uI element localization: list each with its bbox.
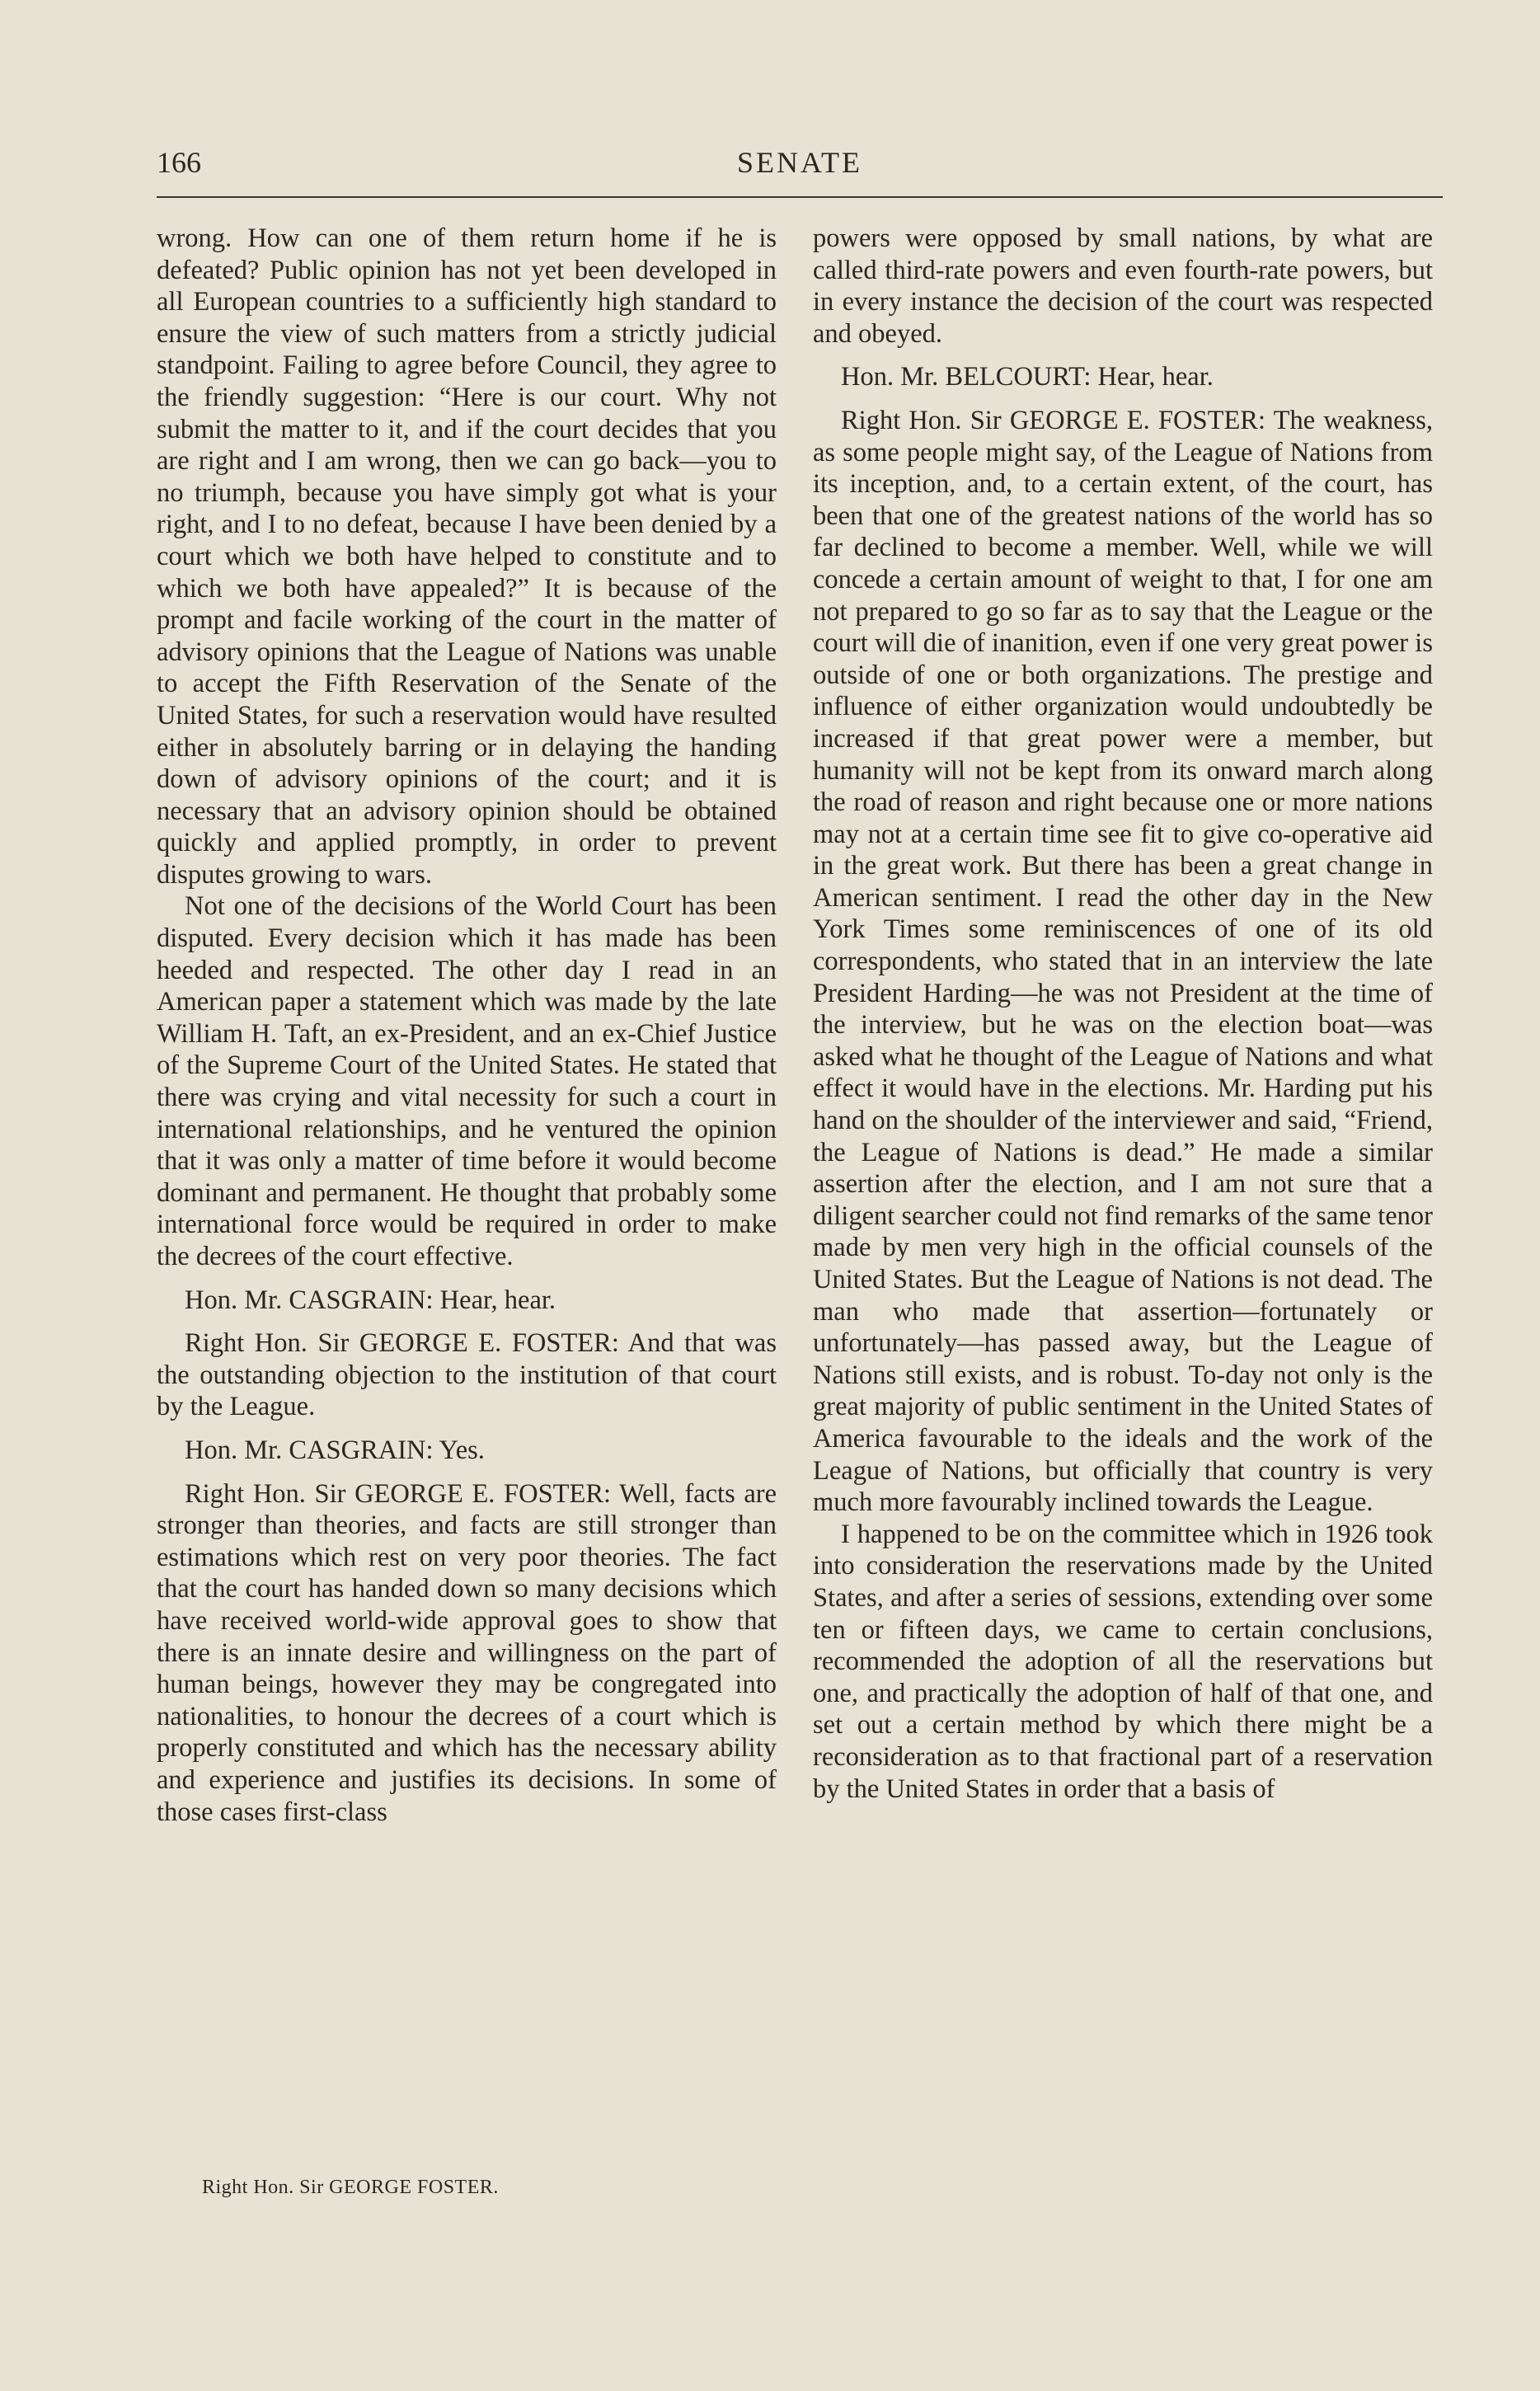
footer-speaker-catchline: Right Hon. Sir GEORGE FOSTER. <box>202 2177 499 2198</box>
header-rule <box>157 196 1443 198</box>
page-number: 166 <box>157 146 201 179</box>
page-header <box>157 142 1443 183</box>
paragraph: Not one of the decisions of the World Court has been disputed. Every decision which it has made has been heeded and respected. The other day I read in an American paper a statement which was made by the late William H. Taft, an ex-President, and an ex-Chief Justice of the Supreme Court of the United States. He stated that there was crying and vital necessity for such a court in international relationships, and he ventured the opinion that it was only a matter of time before it would become dominant and permanent. He thought that probably some international force would be required in order to make the decrees of the court effective. <box>157 891 777 1271</box>
left-column <box>157 223 777 1828</box>
paragraph: I happened to be on the committee which in 1926 took into consideration the reservations made by the United States, and after a series of sessions, extending over some ten or fifteen days, we came to certain conclusions, recommended the adoption of all the reservations but one, and practically the adoption of half of that one, and set out a certain method by which there might be a reconsideration as to that fractional part of a reservation by the United States in order that a basis of <box>813 1519 1433 1804</box>
speaker-interjection: Hon. Mr. CASGRAIN: Hear, hear. <box>185 1285 556 1315</box>
paragraph: Right Hon. Sir GEORGE E. FOSTER: Well, facts are stronger than theories, and facts are still stronger than estimations which rest on very poor theories. The fact that the court has handed down so many decisions which have received world-wide approval goes to show that there is an innate desire and willingness on the part of human beings, however they may be congregated into nationalities, to honour the decrees of a court which is properly constituted and which has the necessary ability and experience and justifies its decisions. In some of those cases first-class <box>157 1478 777 1827</box>
paragraph: wrong. How can one of them return home if he is defeated? Public opinion has not yet been developed in all European countries to a sufficiently high standard to ensure the view of such matters from a strictly judicial standpoint. Failing to agree before Council, they agree to the friendly suggestion: “Here is our court. Why not submit the matter to it, and if the court decides that you are right and I am wrong, then we can go back—you to no triumph, because you have simply got what is your right, and I to no defeat, because I have been denied by a court which we both have helped to constitute and to which we both have appealed?” It is because of the prompt and facile working of the court in the matter of advisory opinions that the League of Nations was unable to accept the Fifth Reservation of the Senate of the United States, for such a reservation would have resulted either in absolutely barring or in delaying the handing down of advisory opinions of the court; and it is necessary that an advisory opinion should be obtained quickly and applied promptly, in order to prevent disputes growing to wars. <box>157 223 777 890</box>
right-column <box>813 223 1433 1805</box>
paragraph: Right Hon. Sir GEORGE E. FOSTER: And that was the outstanding objection to the institution of that court by the League. <box>157 1328 777 1422</box>
running-title: SENATE <box>737 146 862 179</box>
paragraph: Right Hon. Sir GEORGE E. FOSTER: The weakness, as some people might say, of the League of Nations from its inception, and, to a certain extent, of the court, has been that one of the greatest nations of the world has so far declined to become a member. Well, while we will concede a certain amount of weight to that, I for one am not prepared to go so far as to say that the League or the court will die of inanition, even if one very great power is outside of one or both organizations. The prestige and influence of either organization would undoubtedly be increased if that great power were a member, but humanity will not be kept from its onward march along the road of reason and right because one or more nations may not at a certain time see fit to give co-operative aid in the great work. But there has been a great change in American sentiment. I read the other day in the New York Times some reminiscences of one of its old correspondents, who stated that in an interview the late President Harding—he was not President at the time of the interview, but he was on the election boat—was asked what he thought of the League of Nations and what effect it would have in the elections. Mr. Harding put his hand on the shoulder of the interviewer and said, “Friend, the League of Nations is dead.” He made a similar assertion after the election, and I am not sure that a diligent searcher could not find remarks of the same tenor made by men very high in the official counsels of the United States. But the League of Nations is not dead. The man who made that assertion—fortunately or unfortunately—has passed away, but the League of Nations still exists, and is robust. To-day not only is the great majority of public sentiment in the United States of America favourable to the ideals and the work of the League of Nations, but officially that country is very much more favourably inclined towards the League. <box>813 405 1433 1518</box>
speaker-interjection: Hon. Mr. CASGRAIN: Yes. <box>185 1435 485 1465</box>
paragraph: powers were opposed by small nations, by what are called third-rate powers and even fourth-rate powers, but in every instance the decision of the court was respected and obeyed. <box>813 223 1433 349</box>
speaker-interjection: Hon. Mr. BELCOURT: Hear, hear. <box>841 362 1214 392</box>
